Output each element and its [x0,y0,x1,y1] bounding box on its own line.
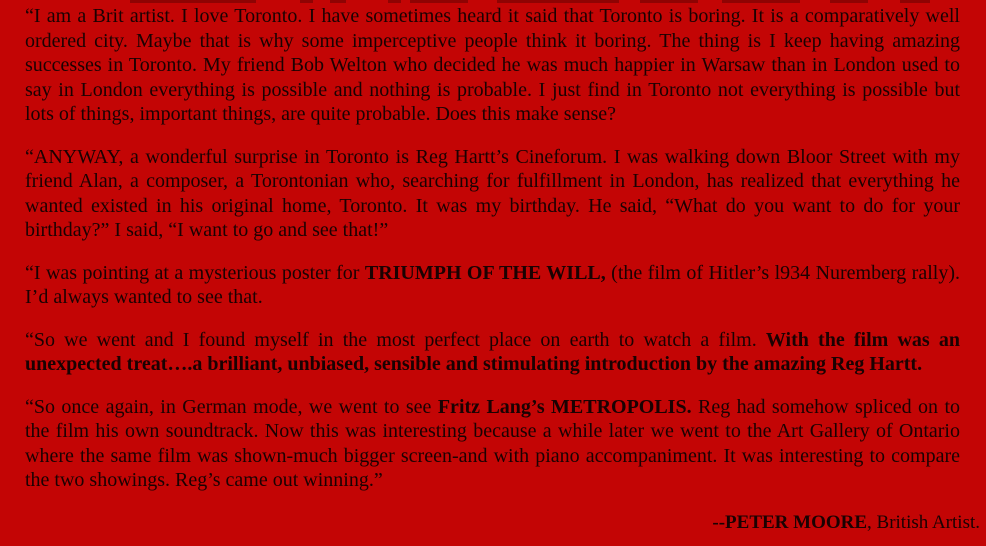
quote-segment: Reg had somehow spliced on to the film his own soundtrack. Now this was interesting because a while later we went to the Art Gallery of Ontario where the same film was shown-much bigger screen-and with piano accompaniment. It was interesting to compare the two showings. Reg’s came out winning.” [25,395,960,491]
attribution-name: --PETER MOORE [712,511,868,533]
quote-segment: “So once again, in German mode, we went to see [25,395,438,418]
quote-segment: “I was pointing at a mysterious poster for [25,261,365,284]
quote-segment: “So we went and I found myself in the most perfect place on earth to watch a film. [25,328,766,351]
quote-paragraph [25,328,960,377]
quote-bold-segment: With the film was an unexpected treat….a brilliant, unbiased, sensible and stimulating introduction by the amazing Reg Hartt. [25,328,960,375]
quote-paragraphs [25,4,960,493]
attribution [25,511,980,535]
quote-paragraph [25,145,960,243]
quote-segment: (the film of Hitler’s l934 Nuremberg rally). I’d always wanted to see that. [25,261,960,308]
quote-segment: “I am a Brit artist. I love Toronto. I have sometimes heard it said that Toronto is boring. It is a comparatively well ordered city. Maybe that is why some imperceptive people think it boring. The thing is I keep having amazing successes in Toronto. My friend Bob Welton who decided he was much happier in Warsaw than in London used to say in London everything is possible and nothing is probable. I just find in Toronto not everything is possible but lots of things, important things, are quite probable. Does this make sense? [25,5,960,125]
quote-segment: “ANYWAY, a wonderful surprise in Toronto is Reg Hartt’s Cineforum. I was walking down Bloor Street with my friend Alan, a composer, a Torontonian who, searching for fulfillment in London, has realized that everything he wanted existed in his original home, Toronto. It was my birthday. He said, “What do you want to do for your birthday?” I said, “I want to go and see that!” [25,145,960,241]
quote-paragraph [25,4,960,127]
quote-paragraph [25,395,960,493]
quote-paragraph [25,261,960,310]
attribution-suffix: , British Artist. [867,511,980,533]
quote-bold-segment: Fritz Lang’s METROPOLIS. [437,395,692,418]
quote-bold-segment: TRIUMPH OF THE WILL, [364,261,606,284]
